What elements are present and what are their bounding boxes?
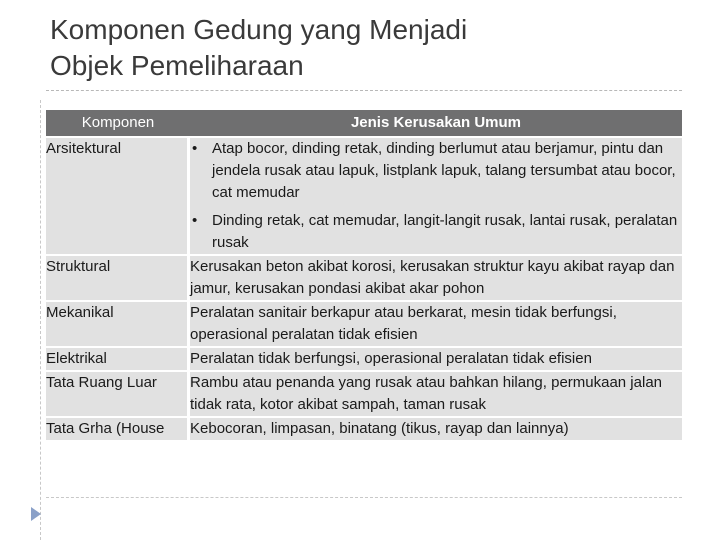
component-cell: Tata Grha (House	[46, 418, 190, 440]
list-item-text: Dinding retak, cat memudar, langit-langit rusak, lantai rusak, peralatan rusak	[212, 212, 678, 251]
list-item-text: Atap bocor, dinding retak, dinding berlumut atau berjamur, pintu dan jendela rusak atau lapuk, listplank lapuk, talang tersumbat atau bocor, cat memudar	[212, 140, 676, 201]
table-row	[46, 348, 682, 370]
table-row	[46, 372, 682, 416]
component-cell: Elektrikal	[46, 348, 190, 370]
damage-cell: Kebocoran, limpasan, binatang (tikus, rayap dan lainnya)	[190, 418, 682, 440]
damage-cell: Rambu atau penanda yang rusak atau bahkan hilang, permukaan jalan tidak rata, kotor akibat sampah, taman rusak	[190, 372, 682, 416]
header-komponen: Komponen	[46, 110, 190, 136]
bullet-icon: •	[192, 212, 198, 229]
bottom-guide-divider	[46, 497, 682, 498]
header-jenis-kerusakan: Jenis Kerusakan Umum	[190, 110, 682, 136]
title-divider	[46, 90, 682, 91]
table-row	[46, 302, 682, 346]
component-cell: Arsitektural	[46, 138, 190, 254]
table-row	[46, 138, 682, 254]
damage-cell	[190, 138, 682, 254]
table-header-row	[46, 110, 682, 136]
component-cell: Tata Ruang Luar	[46, 372, 190, 416]
damage-cell: Peralatan tidak berfungsi, operasional peralatan tidak efisien	[190, 348, 682, 370]
triangle-bullet-icon	[31, 507, 41, 521]
slide-title: Komponen Gedung yang Menjadi Objek Pemeliharaan	[50, 14, 468, 81]
damage-bullet-list	[190, 138, 682, 254]
bullet-icon: •	[192, 140, 198, 157]
left-guide-divider	[40, 100, 41, 540]
damage-cell: Peralatan sanitair berkapur atau berkarat, mesin tidak berfungsi, operasional peralatan tidak efisien	[190, 302, 682, 346]
list-item	[190, 138, 682, 204]
table-row	[46, 256, 682, 300]
components-table	[46, 108, 682, 442]
component-cell: Struktural	[46, 256, 190, 300]
list-item	[190, 210, 682, 254]
component-cell: Mekanikal	[46, 302, 190, 346]
table-row	[46, 418, 682, 440]
damage-cell: Kerusakan beton akibat korosi, kerusakan struktur kayu akibat rayap dan jamur, kerusakan pondasi akibat akar pohon	[190, 256, 682, 300]
